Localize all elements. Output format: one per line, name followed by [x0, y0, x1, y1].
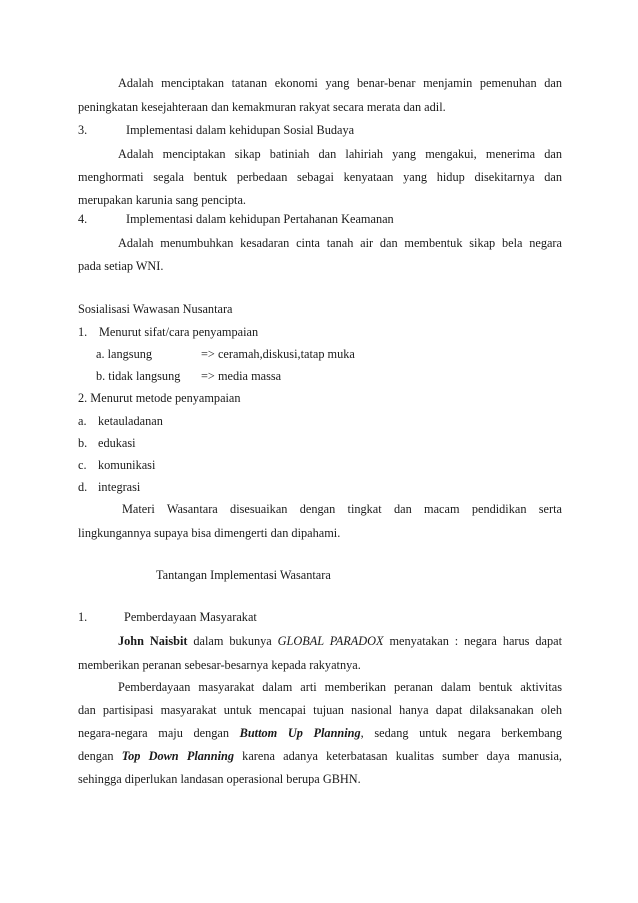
pemberdayaan-line-5: sehingga diperlukan landasan operasional berupa GBHN.: [78, 772, 361, 786]
pemberdayaan-line-3-a: negara-negara maju dengan: [78, 726, 240, 740]
sosialisasi-heading: Sosialisasi Wawasan Nusantara: [78, 302, 233, 316]
naisbit-line-1: [118, 634, 562, 648]
list-item-b-text: edukasi: [98, 436, 136, 450]
intro-line-1: Adalah menciptakan tatanan ekonomi yang benar-benar menjamin pemenuhan dan: [118, 76, 562, 90]
pemberdayaan-line-2: dan partisipasi masyarakat untuk mencapai tujuan nasional hanya dapat dilaksanakan oleh: [78, 703, 562, 717]
metode-1-number: 1.: [78, 325, 88, 339]
option-a-value: => ceramah,diskusi,tatap muka: [201, 347, 355, 361]
materi-line-2: lingkungannya supaya bisa dimengerti dan dipahami.: [78, 526, 341, 540]
pemberdayaan-line-3: [78, 726, 562, 740]
list-item-c-letter: c.: [78, 458, 87, 472]
naisbit-rest: menyatakan : negara harus dapat: [383, 634, 562, 648]
book-title: GLOBAL PARADOX: [277, 634, 384, 648]
list-item-d-letter: d.: [78, 480, 88, 494]
tantangan-1-title: Pemberdayaan Masyarakat: [124, 610, 257, 624]
item-3-title: Implementasi dalam kehidupan Sosial Budaya: [126, 123, 355, 137]
item-3-line-2: menghormati segala bentuk perbedaan sebagai kenyataan yang hidup disekitarnya dan: [78, 170, 562, 184]
list-item-d-text: integrasi: [98, 480, 141, 494]
naisbit-mid: dalam bukunya: [187, 634, 278, 648]
option-b-label: b. tidak langsung: [96, 369, 181, 383]
list-item-a-text: ketauladanan: [98, 414, 163, 428]
item-4-title: Implementasi dalam kehidupan Pertahanan Keamanan: [126, 212, 394, 226]
list-item-a-letter: a.: [78, 414, 87, 428]
pemberdayaan-line-4: [78, 749, 562, 763]
item-3-line-3: merupakan karunia sang pencipta.: [78, 193, 246, 207]
pemberdayaan-line-1: Pemberdayaan masyarakat dalam arti memberikan peranan dalam bentuk aktivitas: [118, 680, 562, 694]
materi-line-1: Materi Wasantara disesuaikan dengan tingkat dan macam pendidikan serta: [122, 502, 562, 516]
item-3-number: 3.: [78, 123, 88, 137]
metode-1-title: Menurut sifat/cara penyampaian: [99, 325, 259, 339]
item-4-line-2: pada setiap WNI.: [78, 259, 164, 273]
item-4-line-1: Adalah menumbuhkan kesadaran cinta tanah air dan membentuk sikap bela negara: [118, 236, 562, 250]
tantangan-1-number: 1.: [78, 610, 88, 624]
pemberdayaan-line-4-a: dengan: [78, 749, 122, 763]
pemberdayaan-line-3-c: , sedang untuk negara berkembang: [360, 726, 562, 740]
list-item-c-text: komunikasi: [98, 458, 156, 472]
option-b-value: => media massa: [201, 369, 282, 383]
buttom-up-planning: Buttom Up Planning: [239, 726, 361, 740]
option-a-label: a. langsung: [96, 347, 153, 361]
item-4-number: 4.: [78, 212, 88, 226]
tantangan-heading: Tantangan Implementasi Wasantara: [156, 568, 331, 582]
intro-line-2: peningkatan kesejahteraan dan kemakmuran rakyat secara merata dan adil.: [78, 100, 446, 114]
item-3-line-1: Adalah menciptakan sikap batiniah dan lahiriah yang mengakui, menerima dan: [118, 147, 562, 161]
list-item-b-letter: b.: [78, 436, 88, 450]
metode-2-title: 2. Menurut metode penyampaian: [78, 391, 241, 405]
pemberdayaan-line-4-c: karena adanya keterbatasan kualitas sumber daya manusia,: [233, 749, 562, 763]
top-down-planning: Top Down Planning: [121, 749, 234, 763]
naisbit-line-2: memberikan peranan sebesar-besarnya kepada rakyatnya.: [78, 658, 361, 672]
author-name: John Naisbit: [118, 634, 188, 648]
